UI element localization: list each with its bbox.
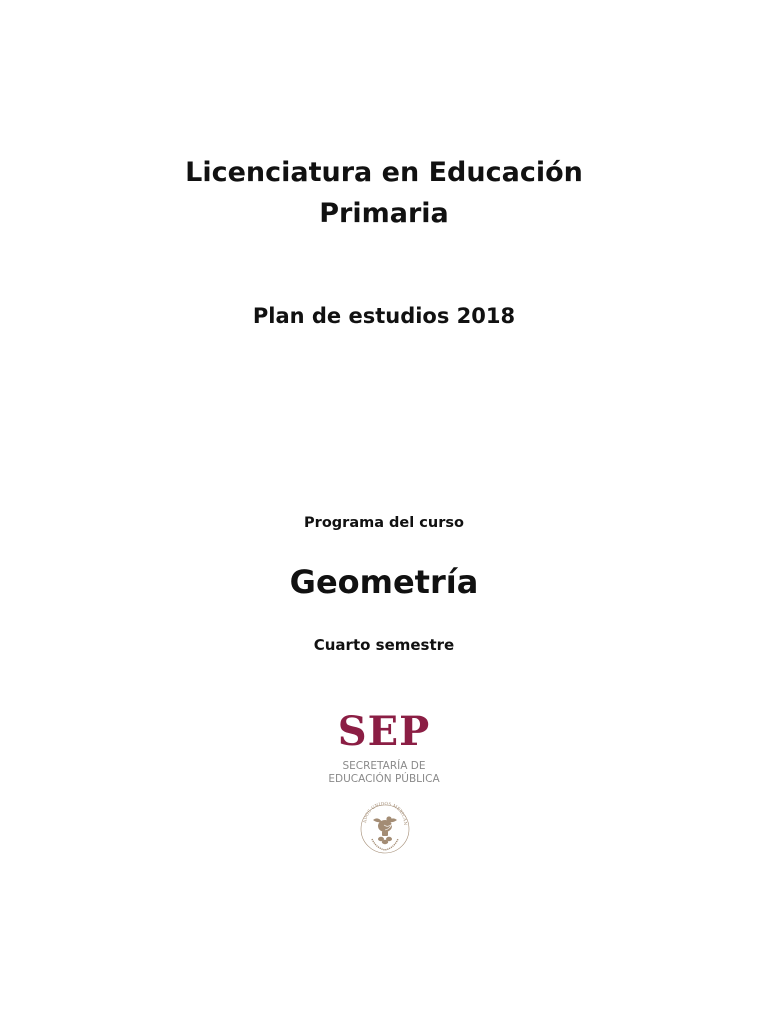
sep-acronym: SEP [337, 708, 431, 755]
program-title-line-2: Primaria [319, 198, 449, 229]
coat-of-arms-seal-icon [360, 790, 410, 868]
seal-eagle-icon [373, 816, 397, 836]
sep-full-name [284, 760, 484, 786]
course-program-label: Programa del curso [304, 515, 464, 531]
seal-cactus-icon [378, 837, 392, 844]
study-plan: Plan de estudios 2018 [252, 304, 516, 328]
sep-name-line-2: EDUCACIÓN PÚBLICA [328, 773, 440, 785]
sep-name-line-1: SECRETARÍA DE [342, 760, 426, 772]
program-title-line-1: Licenciatura en Educación [185, 157, 583, 188]
program-title [0, 152, 768, 234]
seal-ring-lettering: ADOS UNIDOS MEXICAN [361, 800, 409, 826]
sep-logo [284, 708, 484, 874]
course-name: Geometría [289, 563, 479, 601]
semester-label: Cuarto semestre [313, 636, 455, 654]
